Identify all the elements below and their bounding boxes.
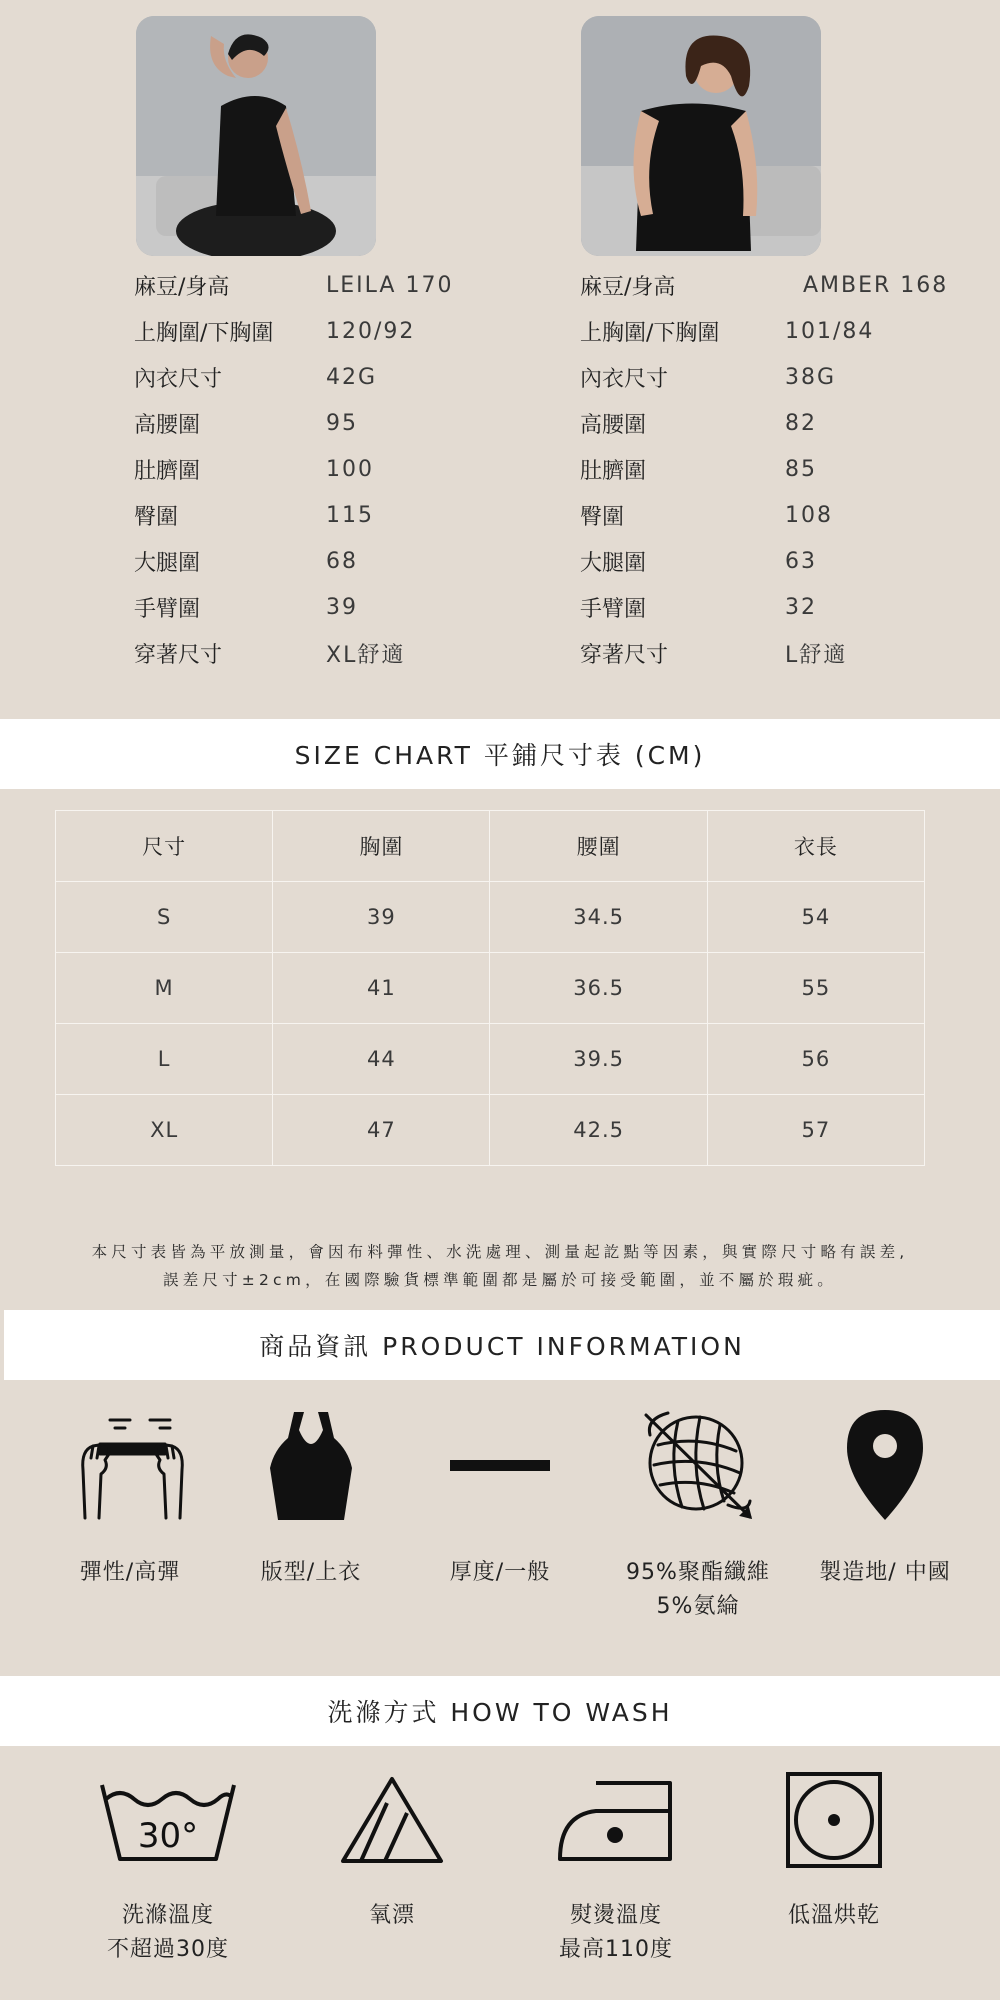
info-label	[603, 1556, 793, 1624]
spec-label: 臀圍	[134, 504, 179, 530]
table-row	[56, 953, 925, 1024]
wash-label	[516, 1899, 716, 1967]
wash-temp-mark: 30°	[137, 1816, 199, 1856]
info-item-elasticity	[35, 1400, 225, 1590]
spec-label: 大腿圍	[580, 550, 647, 576]
yarn-ball-icon	[603, 1400, 793, 1530]
tumble-dry-low-icon	[734, 1765, 934, 1875]
spec-row	[580, 262, 1000, 308]
table-cell: S	[56, 882, 273, 953]
model-specs-leila	[134, 262, 554, 676]
table-cell: 57	[707, 1095, 924, 1166]
table-header-row	[56, 811, 925, 882]
spec-row	[134, 308, 554, 354]
spec-label: 穿著尺寸	[134, 642, 223, 668]
spec-label: 肚臍圍	[134, 458, 201, 484]
spec-label: 肚臍圍	[580, 458, 647, 484]
table-header-cell: 腰圍	[490, 811, 707, 882]
table-cell: 55	[707, 953, 924, 1024]
size-disclaimer	[0, 1238, 1000, 1294]
spec-label: 手臂圍	[580, 596, 647, 622]
spec-label: 高腰圍	[134, 412, 201, 438]
spec-label: 麻豆/身高	[580, 274, 676, 300]
location-pin-icon	[790, 1400, 980, 1530]
spec-row	[134, 354, 554, 400]
spec-label: 手臂圍	[134, 596, 201, 622]
wash-label: 低溫烘乾	[787, 1903, 880, 1928]
spec-label: 麻豆/身高	[134, 274, 230, 300]
table-cell: 41	[273, 953, 490, 1024]
spec-row	[134, 400, 554, 446]
spec-row	[580, 446, 1000, 492]
how-to-wash-title: 洗滌方式 HOW TO WASH	[0, 1676, 1000, 1746]
table-cell: 56	[707, 1024, 924, 1095]
info-label: 彈性/高彈	[79, 1560, 181, 1585]
table-cell: 36.5	[490, 953, 707, 1024]
info-item-material	[603, 1400, 793, 1624]
spec-label: 內衣尺寸	[580, 366, 669, 392]
spec-value: 39	[326, 594, 358, 620]
spec-value: 115	[326, 502, 374, 528]
spec-row	[134, 492, 554, 538]
info-item-origin	[790, 1400, 980, 1590]
spec-row	[580, 630, 1000, 676]
spec-value: 101/84	[785, 318, 875, 344]
table-row	[56, 1024, 925, 1095]
spec-row	[580, 584, 1000, 630]
table-row	[56, 882, 925, 953]
wash-label-line: 不超過30度	[107, 1937, 229, 1962]
spec-row	[580, 400, 1000, 446]
wash-item-bleach	[292, 1765, 492, 1933]
spec-value: L舒適	[785, 642, 848, 668]
stretch-band-icon	[35, 1400, 225, 1530]
spec-value: AMBER 168	[803, 272, 949, 298]
info-label: 厚度/一般	[449, 1560, 551, 1585]
info-item-thickness	[405, 1400, 595, 1590]
spec-row	[580, 308, 1000, 354]
table-cell: L	[56, 1024, 273, 1095]
spec-value: LEILA 170	[326, 272, 454, 298]
spec-label: 臀圍	[580, 504, 625, 530]
wash-item-temperature	[68, 1765, 268, 1967]
wash-item-drying	[734, 1765, 934, 1933]
spec-label: 內衣尺寸	[134, 366, 223, 392]
product-info-title: 商品資訊 PRODUCT INFORMATION	[4, 1310, 1000, 1380]
thickness-line-icon	[405, 1400, 595, 1530]
model-photo-amber	[581, 16, 821, 256]
spec-row	[580, 354, 1000, 400]
spec-row	[580, 492, 1000, 538]
spec-value: 68	[326, 548, 358, 574]
spec-row	[580, 538, 1000, 584]
iron-icon	[516, 1765, 716, 1875]
spec-value: 42G	[326, 364, 378, 390]
spec-value: 32	[785, 594, 817, 620]
table-cell: XL	[56, 1095, 273, 1166]
bleach-triangle-icon	[292, 1765, 492, 1875]
info-label-line: 5%氨綸	[656, 1594, 740, 1619]
table-row	[56, 1095, 925, 1166]
table-cell: 42.5	[490, 1095, 707, 1166]
info-label-line: 95%聚酯纖維	[626, 1560, 770, 1585]
table-cell: 44	[273, 1024, 490, 1095]
table-header-cell: 衣長	[707, 811, 924, 882]
size-table	[55, 810, 925, 1166]
spec-label: 大腿圍	[134, 550, 201, 576]
info-item-style	[216, 1400, 406, 1590]
spec-row	[134, 630, 554, 676]
spec-row	[134, 584, 554, 630]
spec-value: 100	[326, 456, 374, 482]
model-specs-amber	[580, 262, 1000, 676]
table-cell: 39	[273, 882, 490, 953]
spec-value: 120/92	[326, 318, 416, 344]
size-disclaimer-line: 誤差尺寸±2cm，在國際驗貨標準範圍都是屬於可接受範圍，並不屬於瑕疵。	[163, 1271, 837, 1289]
info-label: 版型/上衣	[260, 1560, 362, 1585]
spec-row	[134, 262, 554, 308]
spec-value: 82	[785, 410, 817, 436]
spec-value: 63	[785, 548, 817, 574]
table-header-cell: 胸圍	[273, 811, 490, 882]
table-cell: M	[56, 953, 273, 1024]
wash-label-line: 洗滌溫度	[121, 1903, 214, 1928]
size-chart-title: SIZE CHART 平鋪尺寸表 (CM)	[0, 719, 1000, 789]
wash-30-icon	[68, 1765, 268, 1875]
spec-value: 85	[785, 456, 817, 482]
size-disclaimer-line: 本尺寸表皆為平放測量，會因布料彈性、水洗處理、測量起訖點等因素，與實際尺寸略有誤差,	[91, 1243, 909, 1261]
wash-label: 氧漂	[368, 1903, 415, 1928]
table-cell: 47	[273, 1095, 490, 1166]
wash-label	[68, 1899, 268, 1967]
spec-value: 108	[785, 502, 833, 528]
wash-label-line: 熨燙溫度	[569, 1903, 662, 1928]
spec-label: 穿著尺寸	[580, 642, 669, 668]
spec-label: 上胸圍/下胸圍	[580, 320, 720, 346]
info-label: 製造地/ 中國	[819, 1560, 951, 1585]
spec-value: XL舒適	[326, 642, 406, 668]
spec-label: 上胸圍/下胸圍	[134, 320, 274, 346]
wash-item-ironing	[516, 1765, 716, 1967]
table-header-cell: 尺寸	[56, 811, 273, 882]
halter-top-icon	[216, 1400, 406, 1530]
wash-label-line: 最高110度	[559, 1937, 673, 1962]
model-photo-leila	[136, 16, 376, 256]
spec-value: 95	[326, 410, 358, 436]
table-cell: 54	[707, 882, 924, 953]
spec-label: 高腰圍	[580, 412, 647, 438]
spec-value: 38G	[785, 364, 837, 390]
spec-row	[134, 446, 554, 492]
table-cell: 34.5	[490, 882, 707, 953]
table-cell: 39.5	[490, 1024, 707, 1095]
spec-row	[134, 538, 554, 584]
